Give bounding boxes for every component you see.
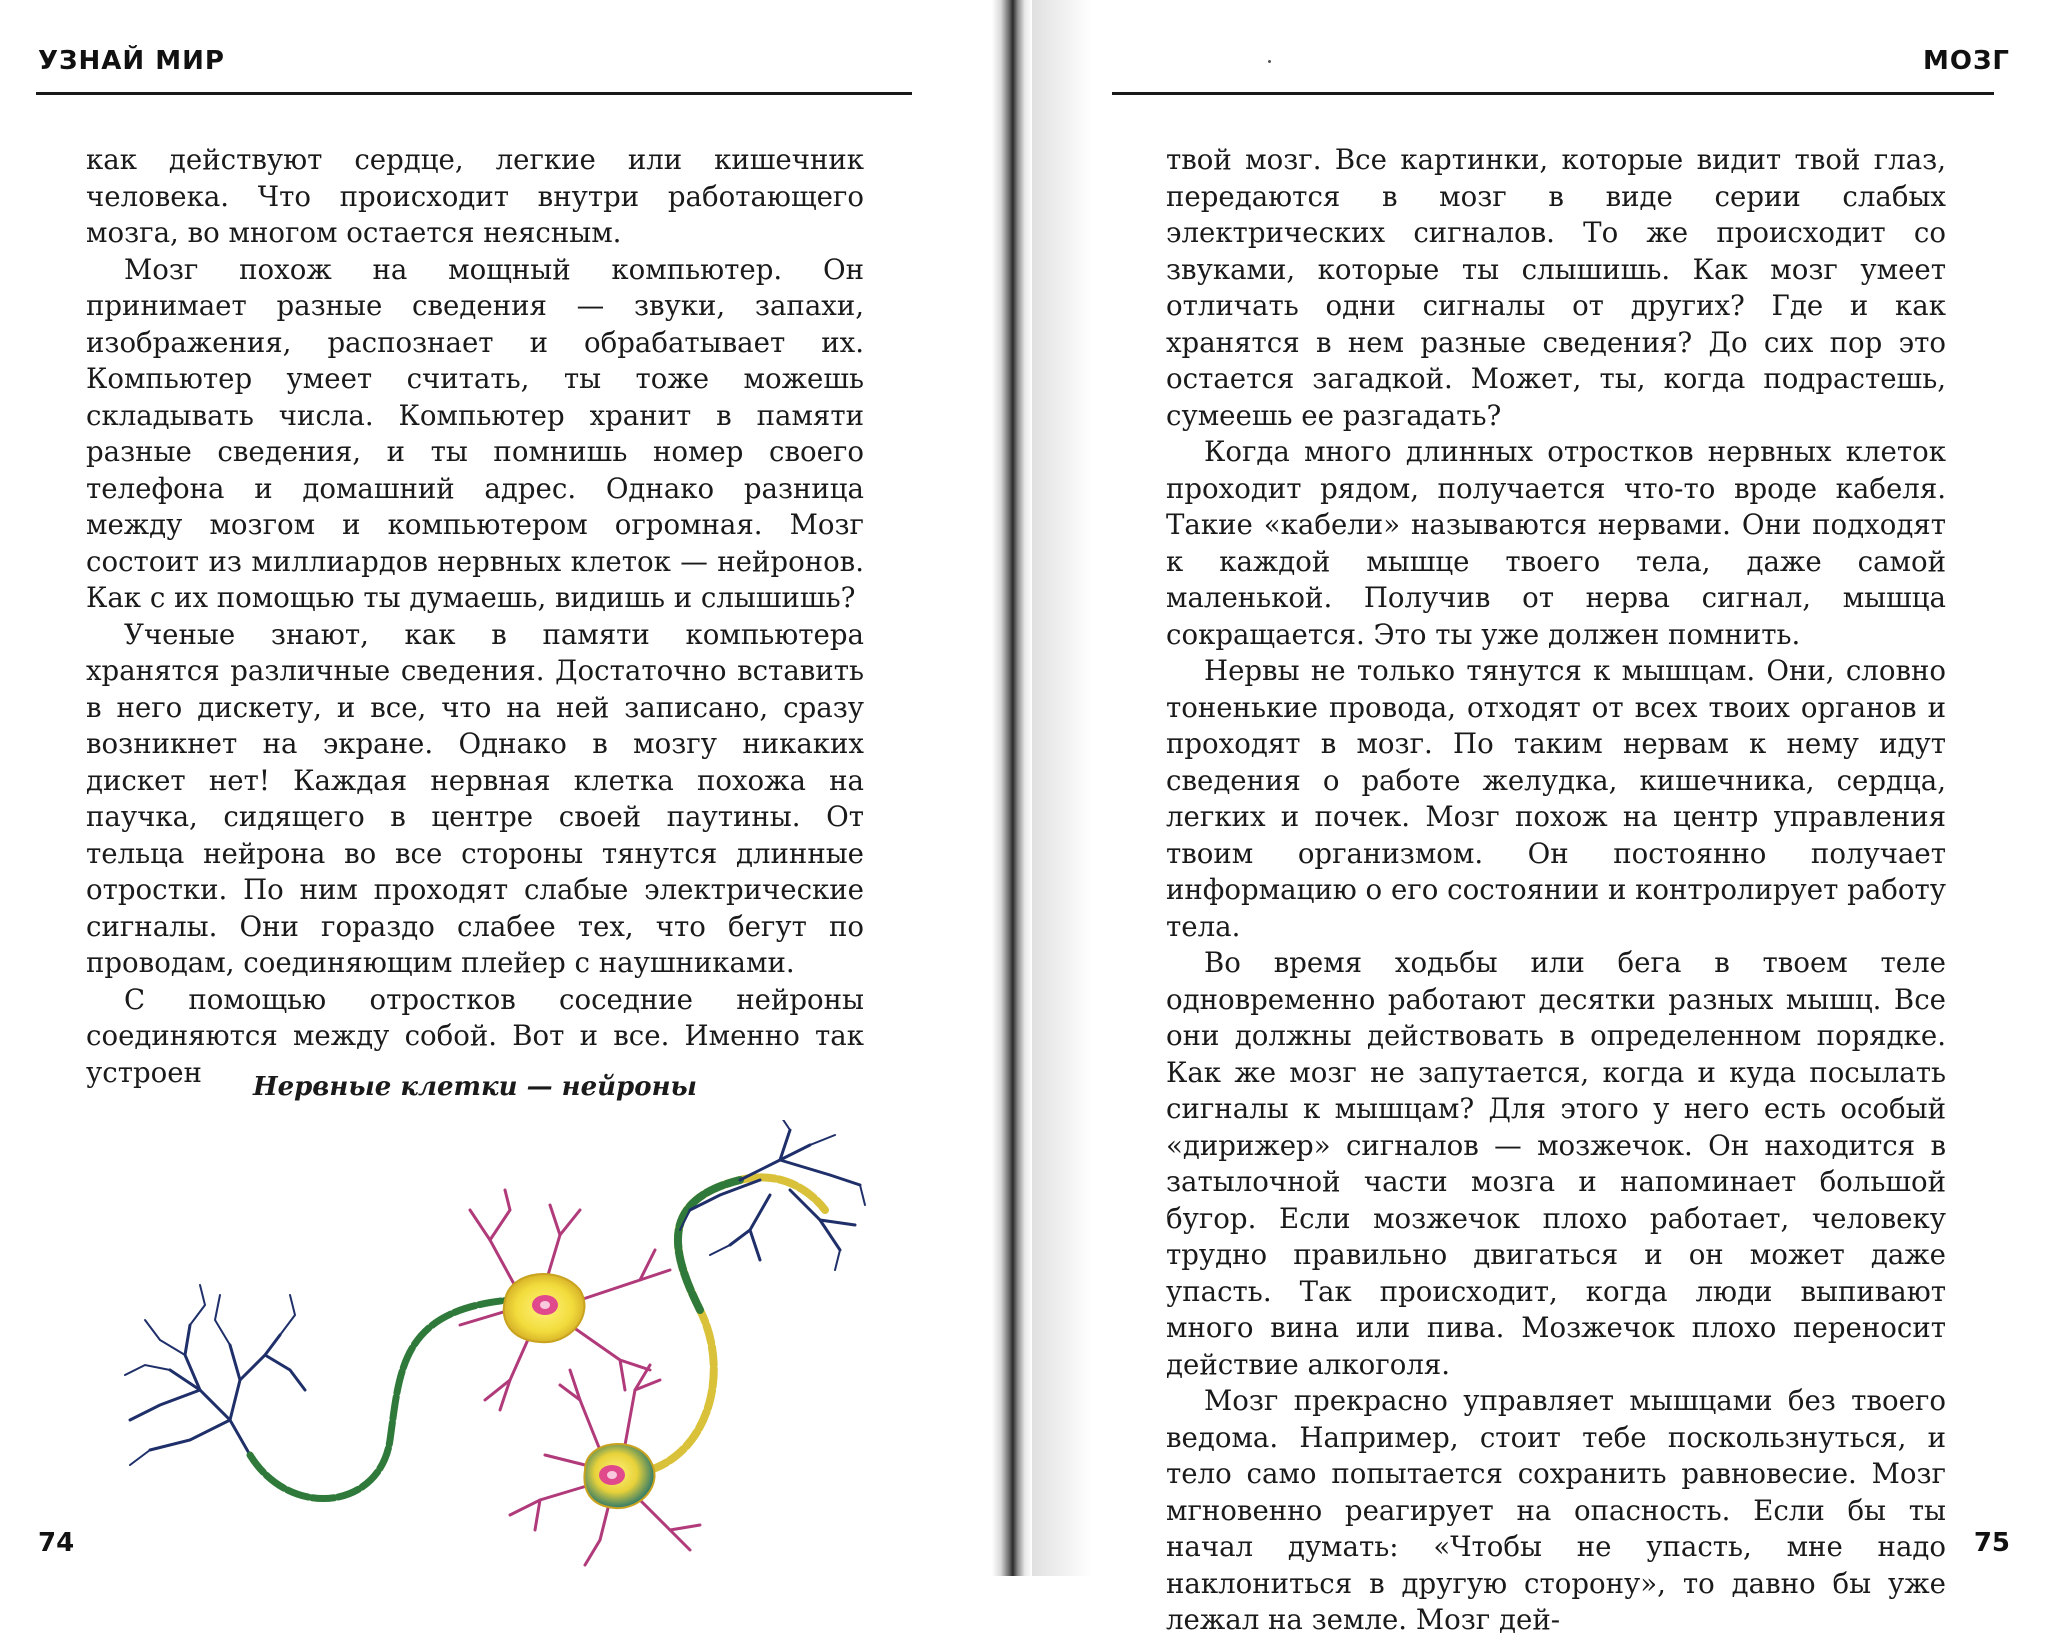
axon-2 xyxy=(650,1177,825,1470)
paragraph: Когда много длинных отростков нервных клеток проходит рядом, получается что-то вроде кабеля. Такие «кабели» называются нервами. Они подходят к каждой мышце твоего тела, даже самой маленькой. Получив от нерва сигнал, мышца сокращается. Это ты уже должен помнить. xyxy=(1166,435,1946,651)
running-head-left: УЗНАЙ МИР xyxy=(38,46,225,76)
axon-terminal-left xyxy=(125,1285,305,1465)
paragraph: Во время ходьбы или бега в твоем теле одновременно работают десятки разных мышц. Все они должны действовать в определенном порядке. Как же мозг не запутается, когда и куда посылать сигналы к мышцам? Для этого у него есть особый «дирижер» сигналов — мозжечок. Он находится в затылочной части мозга и напоминает большой бугор. Если мозжечок плохо работает, человеку трудно правильно двигаться и он может даже упасть. Так происходит, когда люди выпивают много вина или пива. Мозжечок плохо переносит действие алкоголя. xyxy=(1166,946,1946,1381)
paragraph: твой мозг. Все картинки, которые видит твой глаз, передаются в мозг в виде серии слабых электрических сигналов. То же происходит со звуками, которые ты слышишь. Как мозг умеет отличать одни сигналы от других? Где и как хранятся в нем разные сведения? До сих пор это остается загадкой. Может, ты, когда подрастешь, сумеешь ее разгадать? xyxy=(1166,143,1946,432)
figure-caption: Нервные клетки — нейроны xyxy=(253,1072,697,1102)
page-number-right: 75 xyxy=(1973,1528,2010,1558)
paragraph: Нервы не только тянутся к мышцам. Они, словно тоненькие провода, отходят от всех твоих органов и проходят в мозг. По таким нервам к нему идут сведения о работе желудка, кишечника, сердца, легких и почек. Мозг похож на центр управления твоим организмом. Он постоянно получает информацию о его состоянии и контролирует работу тела. xyxy=(1166,654,1946,943)
paragraph: С помощью отростков соседние нейроны соединяются между собой. Вот и все. Именно так устроен xyxy=(86,982,864,1089)
gutter-shadow xyxy=(1032,0,1092,1576)
paragraph: Мозг прекрасно управляет мышцами без твоего ведома. Например, стоит тебе поскользнуться, и тело само попытается сохранить равновесие. Мозг мгновенно реагирует на опасность. Если бы ты начал думать: «Чтобы не упасть, мне надо наклониться в другую сторону», то давно бы уже лежал на земле. Мозг дей- xyxy=(1166,1384,1946,1636)
page-number-left: 74 xyxy=(38,1528,75,1558)
neurons-illustration xyxy=(90,1120,870,1570)
paragraph: Ученые знают, как в памяти компьютера хранятся различные сведения. Достаточно вставить в него дискету, и все, что на ней записано, сразу возникнет на экране. Однако в мозгу никаких дискет нет! Каждая нервная клетка похожа на паучка, сидящего в центре своей паутины. От тельца нейрона во все стороны тянутся длинные отростки. По ним проходят слабые электрические сигналы. Они гораздо слабее тех, что бегут по проводам, соединяющим плейер с наушниками. xyxy=(86,617,864,979)
right-page-body xyxy=(1166,142,1946,1639)
header-rule-right xyxy=(1112,92,1994,95)
print-speck xyxy=(1268,60,1271,63)
neuron-2 xyxy=(510,1365,700,1565)
header-rule-left xyxy=(36,92,912,95)
left-page-body xyxy=(86,142,864,1091)
paragraph: Мозг похож на мощный компьютер. Он принимает разные сведения — звуки, запахи, изображения, распознает и обрабатывает их. Компьютер умеет считать, ты тоже можешь складывать числа. Компьютер хранит в памяти разные сведения, и ты помнишь номер своего телефона и домашний адрес. Однако разница между мозгом и компьютером огромная. Мозг состоит из миллиардов нервных клеток — нейронов. Как с их помощью ты думаешь, видишь и слышишь? xyxy=(86,252,864,614)
axon-1 xyxy=(250,1300,510,1499)
paragraph: как действуют сердце, легкие или кишечник человека. Что происходит внутри работающего мозга, во многом остается неясным. xyxy=(86,143,864,249)
book-gutter xyxy=(992,0,1032,1576)
running-head-right: МОЗГ xyxy=(1922,46,2010,76)
